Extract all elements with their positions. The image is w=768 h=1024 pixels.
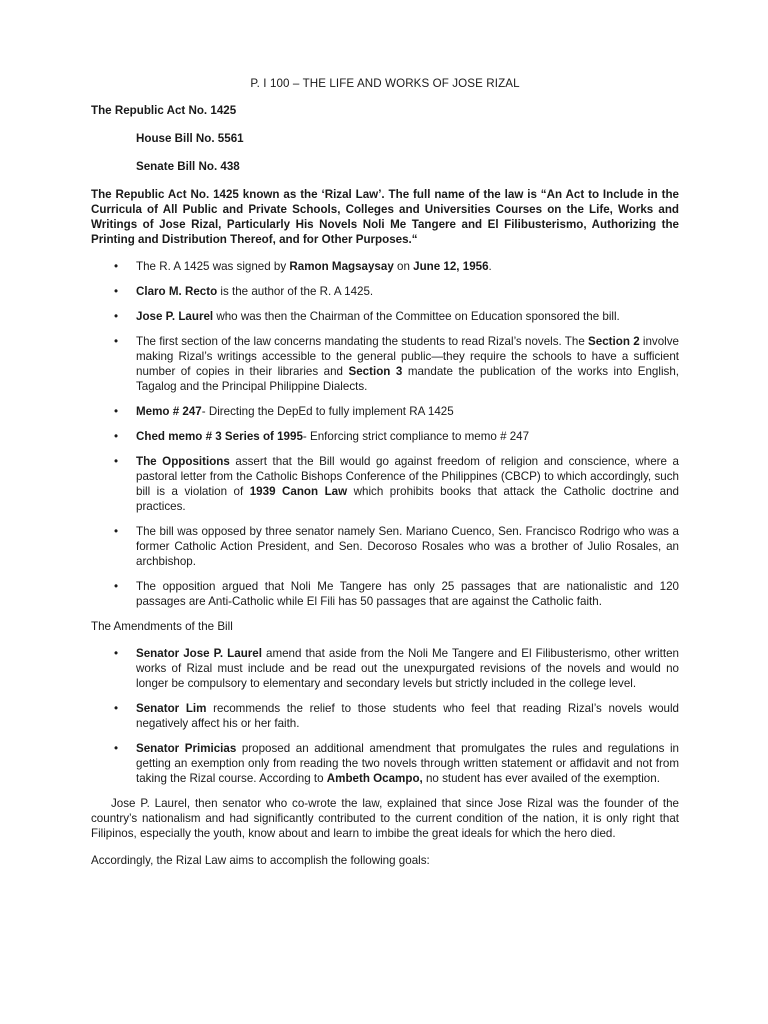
act-name: The Republic Act No. 1425 <box>91 104 237 117</box>
document-body <box>91 76 679 880</box>
list-item: • Senator Jose P. Laurel amend that aside from the Noli Me Tangere and El Filibusterismo, other written works of Rizal must include and be read out the unexpurgated revisions of the novels and would no longer be compulsory to elementary and secondary levels but strictly included in the college level. <box>114 647 679 690</box>
list-item: • Senator Lim recommends the relief to those students who feel that reading Rizal’s novels would negatively affect his or her faith. <box>114 702 680 730</box>
list-item: • Memo # 247- Directing the DepEd to fully implement RA 1425 <box>114 405 454 418</box>
list-item: • The R. A 1425 was signed by Ramon Magsaysay on June 12, 1956. <box>114 260 492 273</box>
document-title: P. I 100 – THE LIFE AND WORKS OF JOSE RIZAL <box>250 77 520 90</box>
bullet-icon: • <box>114 742 119 755</box>
list-item: • The Oppositions assert that the Bill would go against freedom of religion and conscience, where a pastoral letter from the Catholic Bishops Conference of the Philippines (CBCP) to which accordingly, such bill is a violation of 1939 Canon Law which prohibits books that attack the Catholic doctrine and practices. <box>114 455 679 513</box>
bullet-icon: • <box>114 430 119 443</box>
bullet-icon: • <box>114 647 119 660</box>
bullet-icon: • <box>114 335 119 348</box>
list-item: • Ched memo # 3 Series of 1995- Enforcing strict compliance to memo # 247 <box>114 430 530 443</box>
bullet-icon: • <box>114 702 119 715</box>
goals-lead: Accordingly, the Rizal Law aims to accomplish the following goals: <box>91 854 430 867</box>
list-item: • The bill was opposed by three senator namely Sen. Mariano Cuenco, Sen. Francisco Rodrigo who was a former Catholic Action President, and Sen. Decoroso Rosales who was a brother of Julio Rosales, an archbishop. <box>114 525 679 568</box>
bullet-icon: • <box>114 455 119 468</box>
amendments-list <box>91 646 679 786</box>
bullet-icon: • <box>114 260 119 273</box>
list-item: • Claro M. Recto is the author of the R. A 1425. <box>114 285 374 298</box>
facts-list <box>91 259 679 609</box>
bullet-icon: • <box>114 405 119 418</box>
intro-paragraph: The Republic Act No. 1425 known as the ‘Rizal Law’. The full name of the law is “An Act to Include in the Curricula of All Public and Private Schools, Colleges and Universities Courses on the Life, Works and Writings of Jose Rizal, Particularly His Novels Noli Me Tangere and El Filibusterismo, Authorizing the Printing and Distribution Thereof, and for Other Purposes.“ <box>91 188 680 246</box>
amendments-heading: The Amendments of the Bill <box>91 620 233 633</box>
bullet-icon: • <box>114 525 119 538</box>
list-item: • Jose P. Laurel who was then the Chairman of the Committee on Education sponsored the bill. <box>114 310 620 323</box>
bullet-icon: • <box>114 310 119 323</box>
house-bill: House Bill No. 5561 <box>136 132 244 145</box>
bullet-icon: • <box>114 580 119 593</box>
bullet-icon: • <box>114 285 119 298</box>
closing-paragraph: Jose P. Laurel, then senator who co-wrote the law, explained that since Jose Rizal was the founder of the country’s nationalism and had significantly contributed to the current condition of the nation, it is only right that Filipinos, especially the youth, know about and learn to imbibe the great ideals for which the hero died. <box>91 797 679 840</box>
senate-bill: Senate Bill No. 438 <box>136 160 240 173</box>
list-item: • The opposition argued that Noli Me Tangere has only 25 passages that are nationalistic and 120 passages are Anti-Catholic while El Fili has 50 passages that are against the Catholic faith. <box>114 580 679 608</box>
list-item: • The first section of the law concerns mandating the students to read Rizal’s novels. The Section 2 involve making Rizal’s writings accessible to the general public—they require the schools to have a sufficient number of copies in their libraries and Section 3 mandate the publication of the works into English, Tagalog and the Principal Philippine Dialects. <box>114 335 679 393</box>
list-item: • Senator Primicias proposed an additional amendment that promulgates the rules and regulations in getting an exemption only from reading the two novels through written statement or affidavit and not from taking the Rizal course. According to Ambeth Ocampo, no student has ever availed of the exemption. <box>114 742 679 785</box>
